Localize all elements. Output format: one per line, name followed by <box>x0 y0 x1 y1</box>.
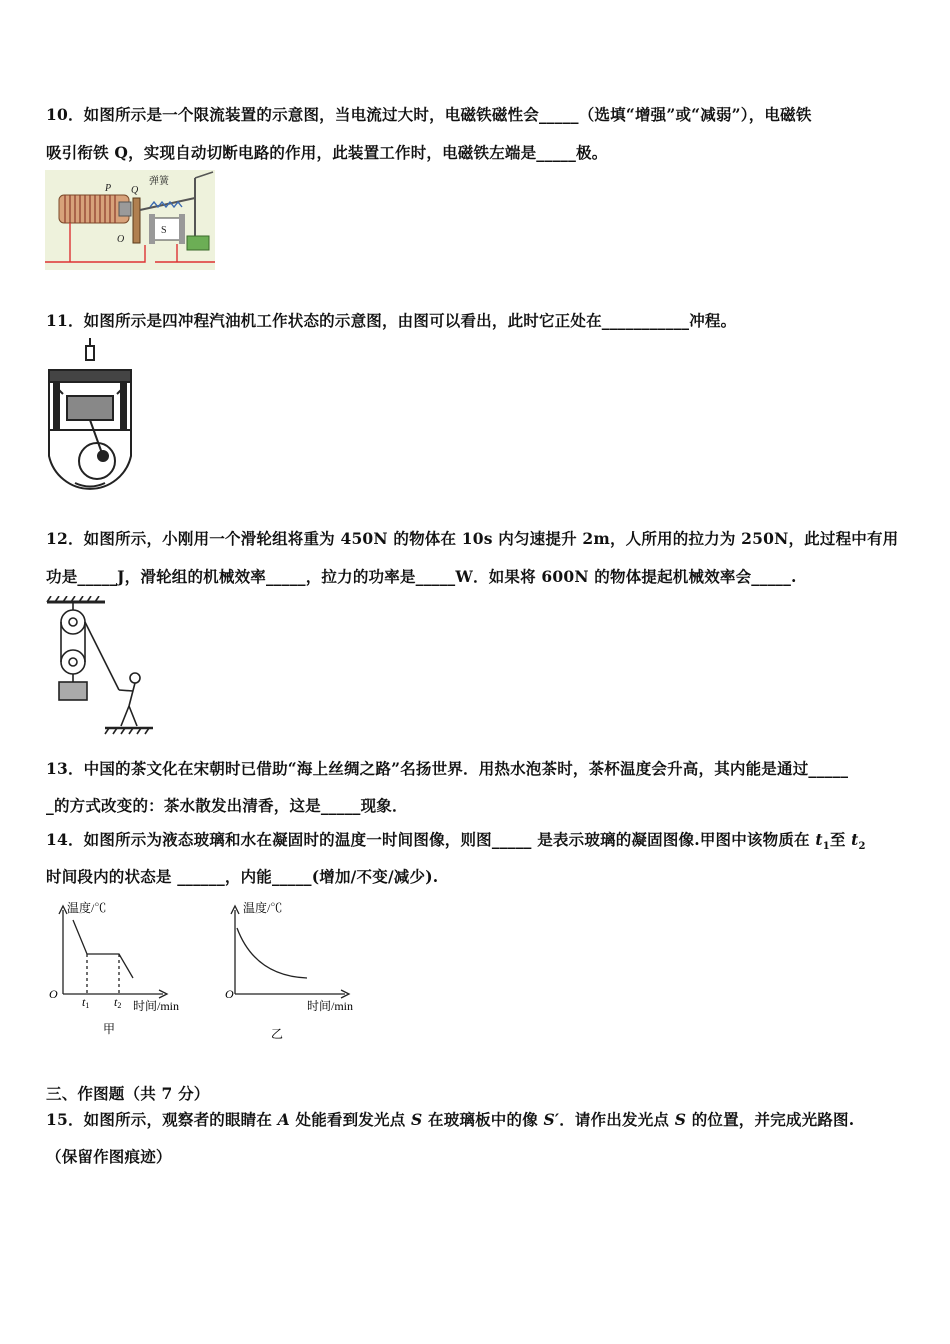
q10-line1: 10．如图所示是一个限流装置的示意图，当电流过大时，电磁铁磁性会_____（选填“增强”或“减弱”），电磁铁 <box>46 105 812 124</box>
label-o: O <box>117 234 125 245</box>
current-limiter-figure <box>45 170 215 270</box>
q15-line1: 15．如图所示，观察者的眼睛在 A 处能看到发光点 S 在玻璃板中的像 S′．请作出发光点 S 的位置，并完成光路图. <box>46 1110 855 1129</box>
label-spring: 弹簧 <box>149 176 169 187</box>
q12-line2: 功是_____J，滑轮组的机械效率_____，拉力的功率是_____W．如果将 600N 的物体提起机械效率会_____. <box>46 567 797 586</box>
graph-a-t2: t2 <box>114 995 122 1010</box>
section3-title: 三、作图题（共 7 分） <box>46 1084 210 1103</box>
graph-b-ylabel: 温度/℃ <box>243 901 283 915</box>
q13-line2: _的方式改变的：茶水散发出清香，这是_____现象． <box>46 796 408 815</box>
label-p: P <box>105 183 112 194</box>
graph-b-caption: 乙 <box>271 1027 284 1041</box>
graph-a-t1: t1 <box>82 995 90 1010</box>
q11-line1: 11．如图所示是四冲程汽油机工作状态的示意图，由图可以看出，此时它正处在___________冲程。 <box>46 311 737 330</box>
cooling-graphs-figure <box>45 898 375 1048</box>
q15-line2: （保留作图痕迹） <box>46 1147 172 1166</box>
graph-b-origin: O <box>225 987 234 1001</box>
label-q: Q <box>131 185 139 196</box>
graph-a-origin: O <box>49 987 58 1001</box>
cooling-graphs <box>45 898 375 1048</box>
graph-a <box>59 906 167 998</box>
graph-b <box>231 906 349 998</box>
q14-line1: 14．如图所示为液态玻璃和水在凝固时的温度一时间图像，则图_____ 是表示玻璃的凝固图像.甲图中该物质在 $t_1$至 $t_2$ <box>46 830 866 853</box>
current-limiter-diagram <box>45 170 215 270</box>
graph-a-xlabel: 时间/min <box>133 999 180 1013</box>
graph-a-ylabel: 温度/℃ <box>67 901 107 915</box>
label-s: S <box>161 225 167 236</box>
q13-line1: 13．中国的茶文化在宋朝时已借助“海上丝绸之路”名扬世界．用热水泡茶时，茶杯温度会升高，其内能是通过_____ <box>46 759 849 778</box>
graph-b-xlabel: 时间/min <box>307 999 354 1013</box>
q10-line2: 吸引衔铁 Q，实现自动切断电路的作用，此装置工作时，电磁铁左端是_____极。 <box>46 143 608 162</box>
pulley-system-diagram <box>45 596 155 736</box>
q14-line2: 时间段内的状态是 ______，内能_____(增加/不变/减少). <box>46 867 439 886</box>
graph-a-caption: 甲 <box>103 1022 116 1036</box>
q12-line1: 12．如图所示，小刚用一个滑轮组将重为 450N 的物体在 10s 内匀速提升 2m，人所用的拉力为 250N，此过程中有用 <box>46 529 899 548</box>
engine-figure <box>45 338 135 498</box>
pulley-figure <box>45 596 155 736</box>
four-stroke-engine-diagram <box>45 338 135 498</box>
